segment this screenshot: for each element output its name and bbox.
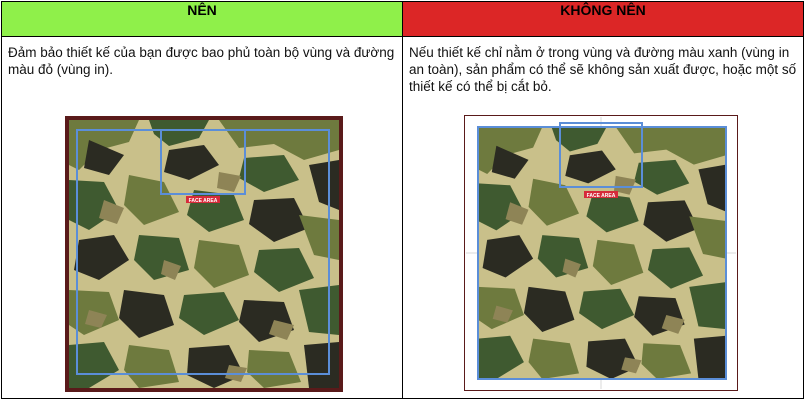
comparison-table <box>1 1 804 399</box>
face-area-badge-label: FACE AREA <box>188 198 218 204</box>
do-heading: NÊN <box>2 2 403 37</box>
do-illustration <box>65 116 343 392</box>
do-description: Đảm bảo thiết kế của bạn được bao phủ toàn bộ vùng và đường màu đỏ (vùng in). <box>8 45 395 77</box>
dont-description: Nếu thiết kế chỉ nằm ở trong vùng và đường màu xanh (vùng in an toàn), sản phẩm có thể sẽ không sản xuất được, hoặc một số thiết kế có thể bị cắt bỏ. <box>409 45 797 94</box>
camo-pattern <box>478 127 726 379</box>
dont-cell <box>403 37 804 399</box>
camo-pattern <box>69 120 339 388</box>
face-area-badge-label: FACE AREA <box>586 193 616 199</box>
do-cell <box>2 37 403 399</box>
dont-heading: KHÔNG NÊN <box>403 2 804 37</box>
dont-illustration <box>464 115 738 391</box>
